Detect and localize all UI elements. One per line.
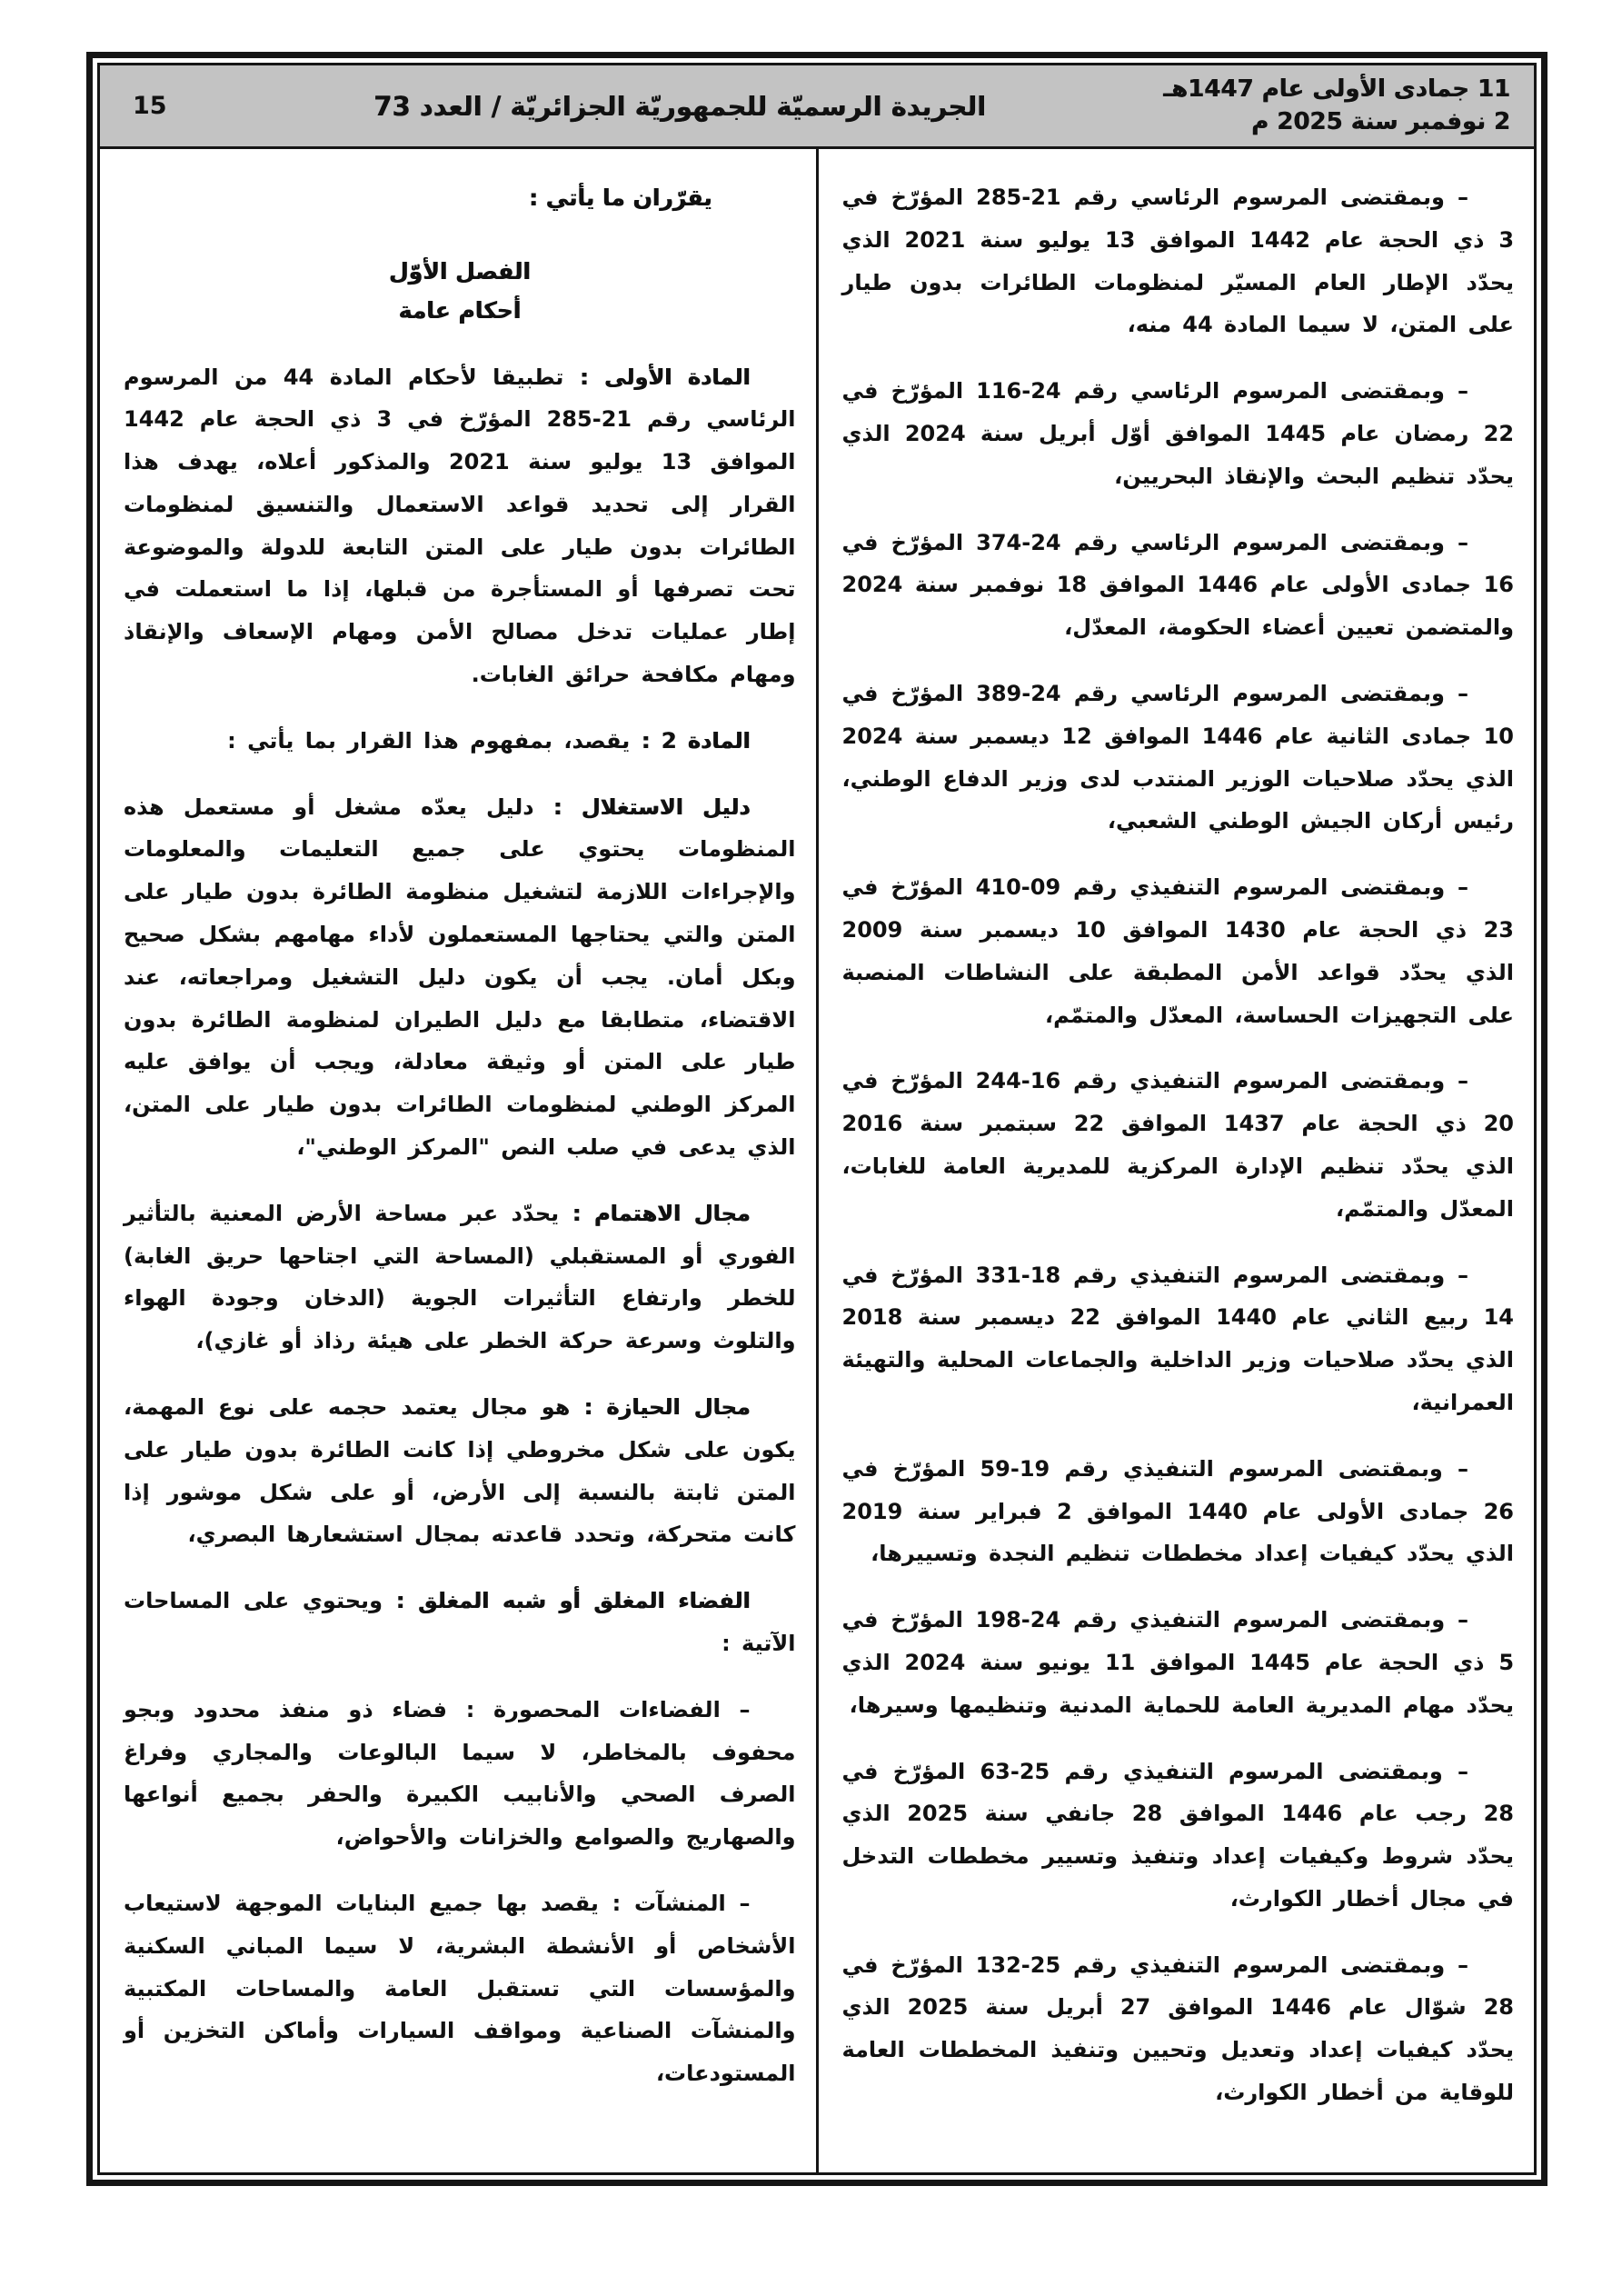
recital-paragraph: – وبمقتضى المرسوم الرئاسي رقم 21‏-285 المؤرّخ في 3 ذي الحجة عام 1442 الموافق 13 يوليو سنة 2021 الذي يحدّد الإطار العام المسيّر لمنظومات الطائرات بدون طيار على المتن، لا سيما المادة 44 منه، [841, 185, 1515, 338]
recital-paragraph: – وبمقتضى المرسوم التنفيذي رقم 25‏-132 المؤرّخ في 28 شوّال عام 1446 الموافق 27 أبريل سنة 2025 الذي يحدّد كيفيات إعداد وتعديل وتحيين وتنفيذ المخططات العامة للوقاية من أخطار الكوارث، [841, 1952, 1514, 2106]
page-number: 15 [133, 92, 167, 120]
recital-paragraph: – وبمقتضى المرسوم التنفيذي رقم 09‏-410 المؤرّخ في 23 ذي الحجة عام 1430 الموافق 10 ديسمبر سنة 2009 الذي يحدّد قواعد الأمن المطبقة على النشاطات المنصبة على التجهيزات الحساسة، المعدّل والمتمّم، [841, 874, 1514, 1028]
article-lead: المادة 2 : [630, 727, 751, 754]
article-text: ويحتوي على المساحات الآتية : [124, 1588, 796, 1657]
article-text: – المنشآت : يقصد بها جميع البنايات الموجهة لاستيعاب الأشخاص أو الأنشطة البشرية، لا سيما المباني السكنية والمؤسسات التي تستقبل العامة والمساحات المكتبية والمنشآت الصناعية ومواقف السيارات وأماكن التخزين أو المستودعات، [124, 1891, 796, 2087]
article-paragraph [124, 1580, 796, 1665]
article-text: تطبيقا لأحكام المادة 44 من المرسوم الرئاسي رقم 21‏-285 المؤرّخ في 3 ذي الحجة عام 1442 الموافق 13 يوليو سنة 2021 والمذكور أعلاه، يهدف هذا القرار إلى تحديد قواعد الاستعمال والتنسيق لمنظومات الطائرات بدون طيار على المتن التابعة للدولة والموضوعة تحت تصرفها أو المستأجرة من قبلها، إذا ما استعملت في إطار عمليات تدخل مصالح الأمن ومهام الإسعاف والإنقاذ ومهام مكافحة حرائق الغابات. [124, 364, 796, 688]
article-lead: دليل الاستغلال : [533, 794, 751, 820]
article-text: يقصد، بمفهوم هذا القرار بما يأتي : [227, 727, 631, 754]
article-text: هو مجال يعتمد حجمه على نوع المهمة، يكون على شكل مخروطي إذا كانت الطائرة بدون طيار على المتن ثابتة بالنسبة إلى الأرض، أو على شكل موشور إذا كانت متحركة، وتحدد قاعدته بمجال استشعارها البصري، [124, 1394, 796, 1548]
chapter-subtitle: أحكام عامة [398, 296, 522, 324]
date-gregorian: 2 نوفمبر سنة 2025 م [1251, 107, 1510, 135]
chapter-title: الفصل الأوّل [388, 257, 531, 285]
article-paragraph [124, 786, 796, 1169]
left-column [100, 149, 816, 2172]
content-columns [100, 149, 1534, 2172]
article-text: يحدّد عبر مساحة الأرض المعنية بالتأثير الفوري أو المستقبلي (المساحة التي اجتاحها حريق الغابة) للخطر وارتفاع التأثيرات الجوية (الدخان وجودة الهواء والتلوث وسرعة حركة الخطر على هيئة رذاذ أو غازي)، [124, 1200, 796, 1354]
article-paragraph [124, 1193, 796, 1363]
page-inner-frame [97, 63, 1537, 2175]
article-paragraph [124, 356, 796, 696]
decree-intro: يقرّران ما يأتي : [528, 185, 712, 211]
gazette-title: الجريدة الرسميّة للجمهوريّة الجزائريّة / العدد 73 [373, 90, 986, 122]
recital-paragraph: – وبمقتضى المرسوم الرئاسي رقم 24‏-389 المؤرّخ في 10 جمادى الثانية عام 1446 الموافق 12 ديسمبر سنة 2024 الذي يحدّد صلاحيات الوزير المنتدب لدى وزير الدفاع الوطني، رئيس أركان الجيش الوطني الشعبي، [841, 680, 1514, 834]
date-hijri: 11 جمادى الأولى عام 1447هـ [1163, 75, 1510, 104]
gazette-header [100, 65, 1534, 149]
column-divider [816, 149, 819, 2172]
article-lead: مجال الاهتمام : [559, 1200, 751, 1226]
article-paragraph [124, 1386, 796, 1556]
definition-list-item [124, 1882, 796, 2095]
article-lead: مجال الحيازة : [570, 1394, 751, 1421]
recital-paragraph: – وبمقتضى المرسوم الرئاسي رقم 24‏-116 المؤرّخ في 22 رمضان عام 1445 الموافق أوّل أبريل سنة 2024 الذي يحدّد تنظيم البحث والإنقاذ البحريين، [841, 378, 1515, 489]
recital-paragraph: – وبمقتضى المرسوم الرئاسي رقم 24‏-374 المؤرّخ في 16 جمادى الأولى عام 1446 الموافق 18 نوفمبر سنة 2024 والمتضمن تعيين أعضاء الحكومة، المعدّل، [841, 529, 1515, 641]
recital-paragraph: – وبمقتضى المرسوم التنفيذي رقم 19‏-59 المؤرّخ في 26 جمادى الأولى عام 1440 الموافق 2 فبراير سنة 2019 الذي يحدّد كيفيات إعداد مخططات تنظيم النجدة وتسييرها، [841, 1455, 1514, 1567]
article-text: – الفضاءات المحصورة : فضاء ذو منفذ محدود وبجو محفوف بالمخاطر، لا سيما البالوعات والمجاري وفراغ الصرف الصحي والأنابيب الكبيرة والحفر بجميع أنواعها والصهاريج والصوامع والخزانات والأحواض، [124, 1696, 796, 1851]
recital-paragraph: – وبمقتضى المرسوم التنفيذي رقم 16‏-244 المؤرّخ في 20 ذي الحجة عام 1437 الموافق 22 سبتمبر سنة 2016 الذي يحدّد تنظيم الإدارة المركزية للمديرية العامة للغابات، المعدّل والمتمّم، [841, 1068, 1514, 1222]
recital-paragraph: – وبمقتضى المرسوم التنفيذي رقم 24‏-198 المؤرّخ في 5 ذي الحجة عام 1445 الموافق 11 يونيو سنة 2024 الذي يحدّد مهام المديرية العامة للحماية المدنية وتنظيمها وسيرها، [841, 1607, 1515, 1718]
header-dates [1163, 74, 1510, 137]
recital-paragraph: – وبمقتضى المرسوم التنفيذي رقم 25‏-63 المؤرّخ في 28 رجب عام 1446 الموافق 28 جانفي سنة 2025 الذي يحدّد شروط وكيفيات إعداد وتنفيذ وتسيير مخططات التدخل في مجال أخطار الكوارث، [841, 1758, 1514, 1912]
page-frame [86, 52, 1547, 2186]
article-lead: المادة الأولى : [563, 364, 751, 390]
right-column [819, 149, 1535, 2172]
article-text: دليل يعدّه مشغل أو مستعمل هذه المنظومات يحتوي على جميع التعليمات والمعلومات والإجراءات اللازمة لتشغيل منظومة الطائرة بدون طيار على المتن والتي يحتاجها المستعملون لأداء مهامهم بشكل صحيح وبكل أمان. يجب أن يكون دليل التشغيل ومراجعاته، عند الاقتضاء، متطابقا مع دليل الطيران لمنظومة الطائرة بدون طيار على المتن أو وثيقة معادلة، ويجب أن يوافق عليه المركز الوطني لمنظومات الطائرات بدون طيار على المتن، الذي يدعى في صلب النص "المركز الوطني"، [124, 794, 796, 1161]
recital-paragraph: – وبمقتضى المرسوم التنفيذي رقم 18‏-331 المؤرّخ في 14 ربيع الثاني عام 1440 الموافق 22 ديسمبر سنة 2018 الذي يحدّد صلاحيات وزير الداخلية والجماعات المحلية والتهيئة العمرانية، [841, 1262, 1514, 1415]
article-lead: الفضاء المغلق أو شبه المغلق : [382, 1588, 751, 1614]
article-paragraph [124, 720, 796, 763]
definition-list-item [124, 1689, 796, 1859]
